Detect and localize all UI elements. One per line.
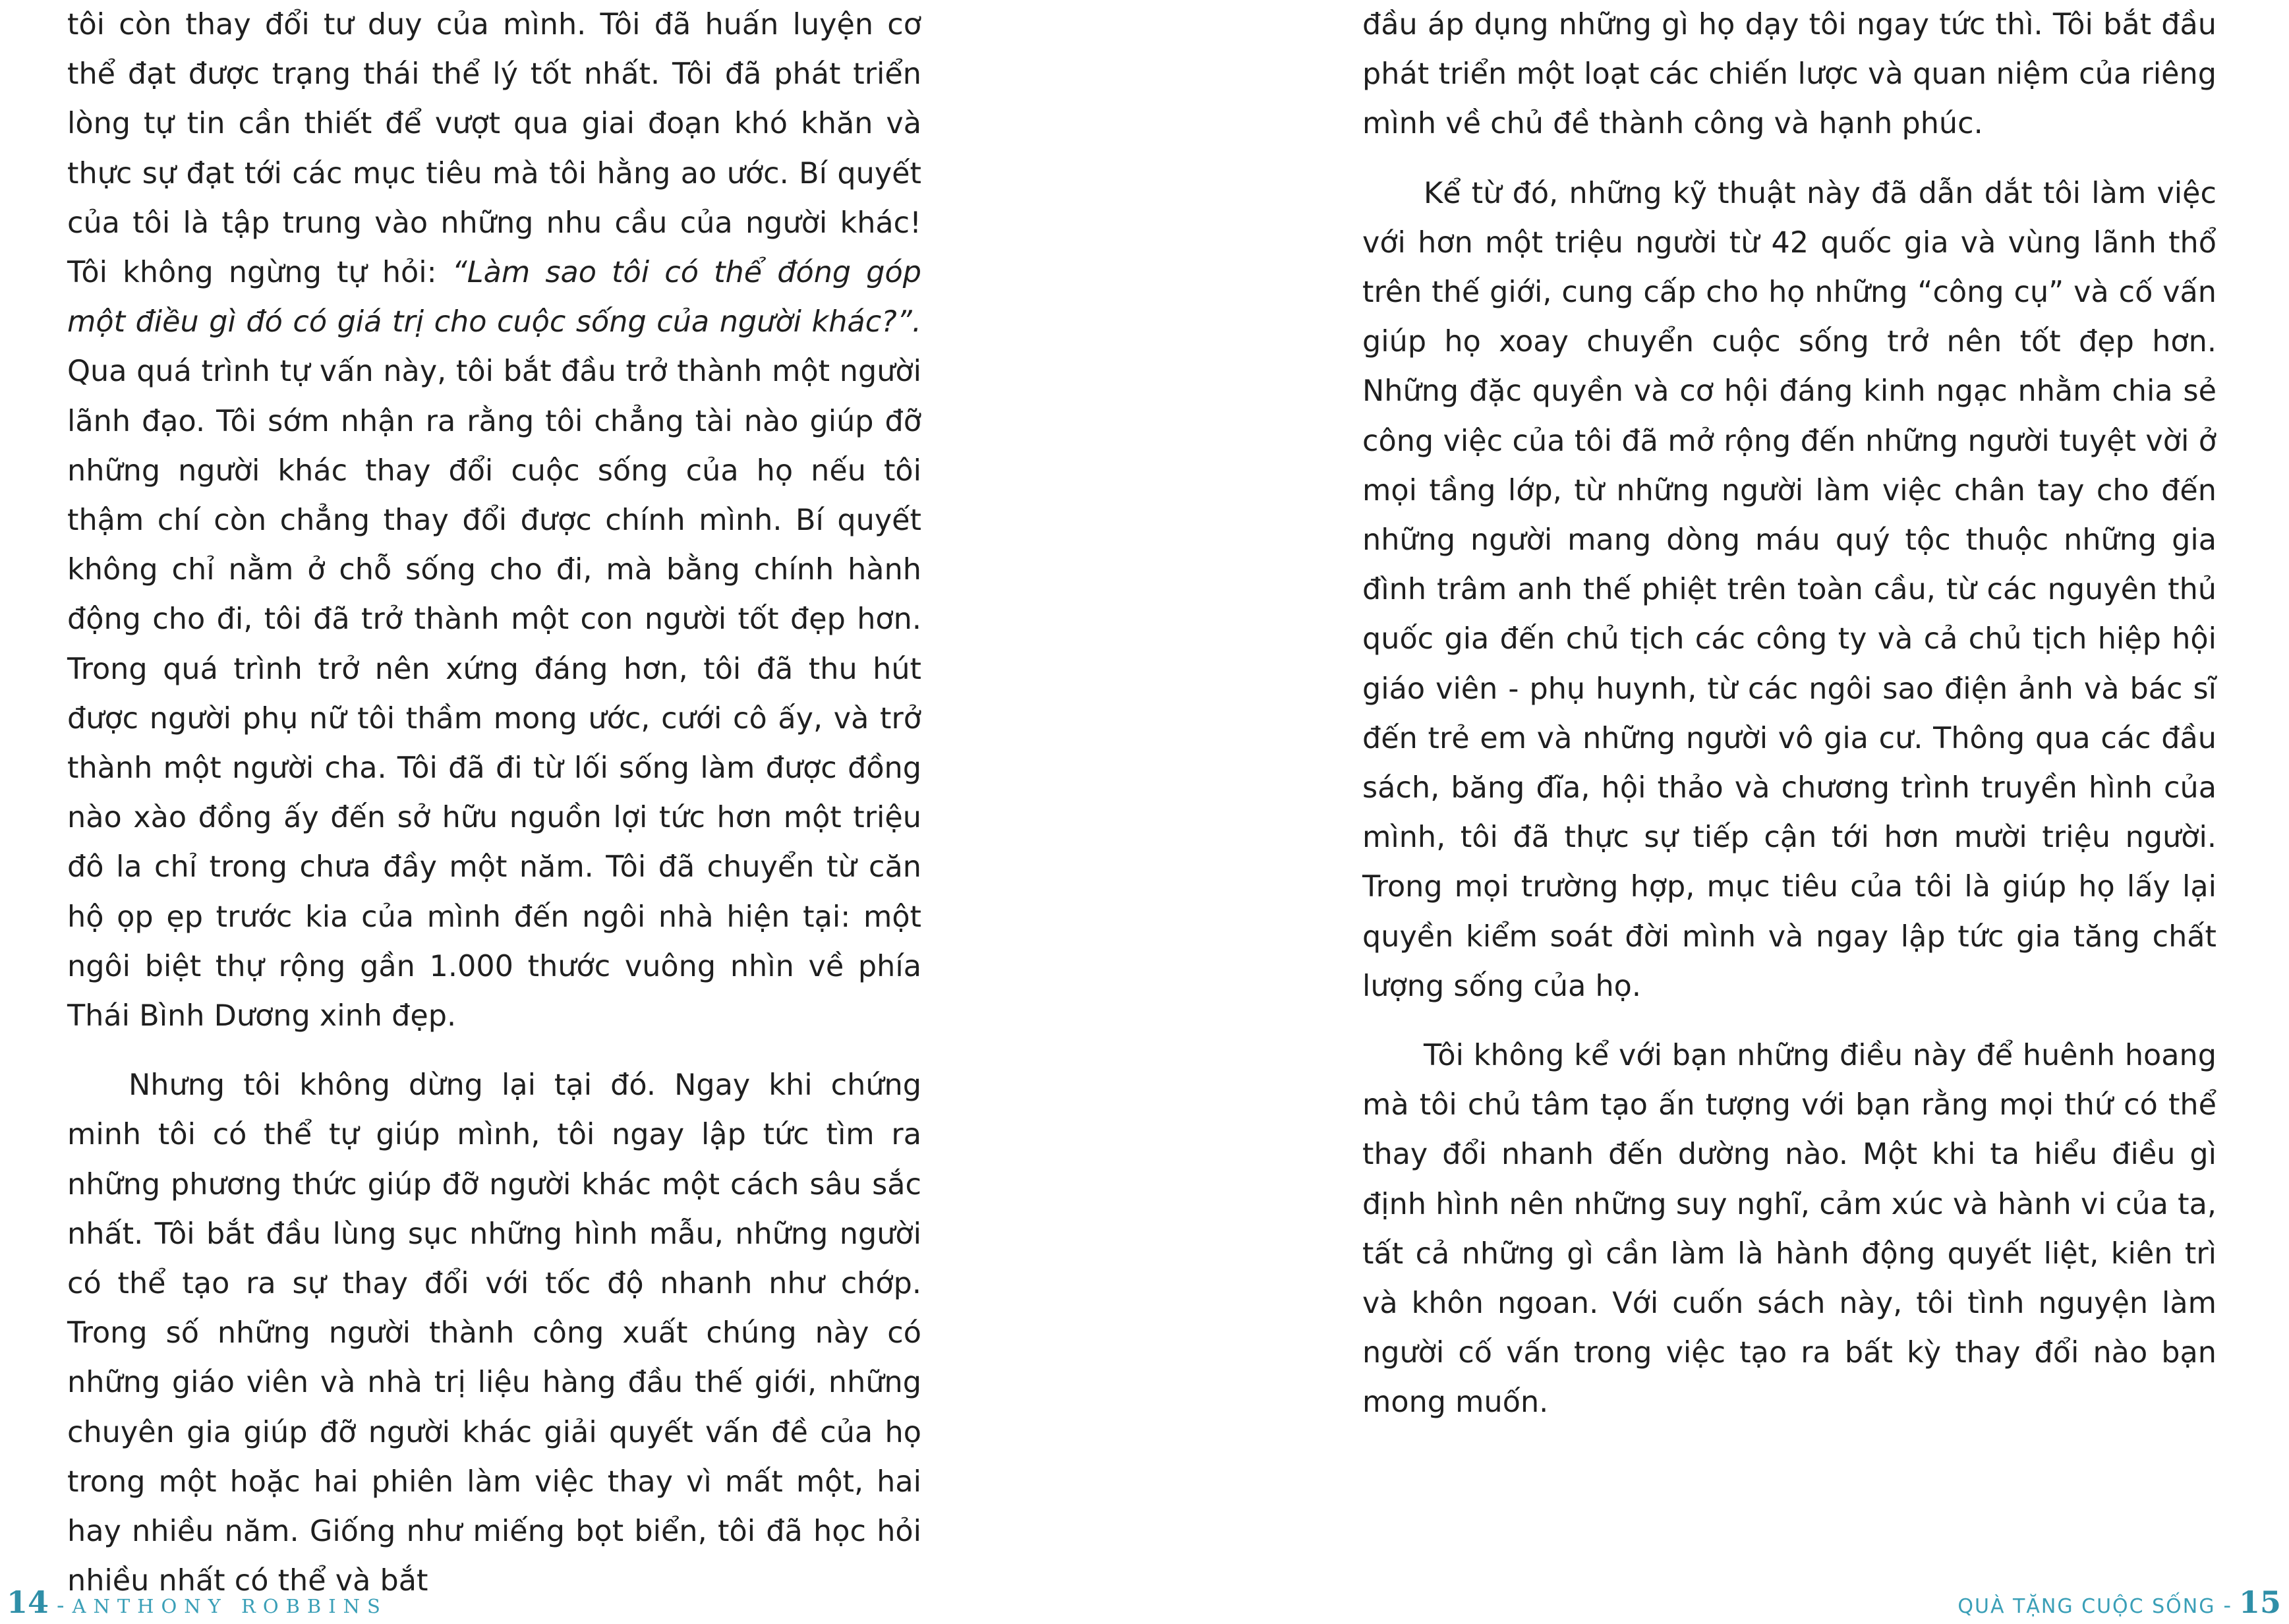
footer-separator: -: [57, 1592, 65, 1619]
right-page-footer: [1957, 1584, 2281, 1624]
left-page-body: [67, 0, 921, 1606]
paragraph-text: tôi còn thay đổi tư duy của mình. Tôi đã huấn luyện cơ thể đạt được trạng thái thể lý tốt nhất. Tôi đã phát triển lòng tự tin cần thiết để vượt qua giai đoạn khó khăn và thực sự đạt tới các mục tiêu mà tôi hằng ao ước. Bí quyết của tôi là tập trung vào những nhu cầu của người khác! Tôi không ngừng tự hỏi:: [67, 8, 921, 290]
italic-quote: “Làm sao tôi có thể đóng góp một điều gì đó có giá trị cho cuộc sống của người khác?”.: [67, 256, 921, 339]
paragraph: [67, 0, 921, 1041]
page-number: 15: [2238, 1584, 2281, 1620]
left-page-footer: [7, 1584, 388, 1624]
paragraph: đầu áp dụng những gì họ dạy tôi ngay tức thì. Tôi bắt đầu phát triển một loạt các chiến lược và quan niệm của riêng mình về chủ đề thành công và hạnh phúc.: [1362, 8, 2217, 141]
author-name: ANTHONY ROBBINS: [72, 1595, 388, 1617]
book-title: QUÀ TẶNG CUỘC SỐNG: [1957, 1595, 2216, 1618]
page-number: 14: [7, 1584, 49, 1620]
right-page-body: [1362, 0, 2217, 1428]
paragraph: Tôi không kể với bạn những điều này để huênh hoang mà tôi chủ tâm tạo ấn tượng với bạn rằng mọi thứ có thể thay đổi nhanh đến dường nào. Một khi ta hiểu điều gì định hình nên những suy nghĩ, cảm xúc và hành vi của ta, tất cả những gì cần làm là hành động quyết liệt, kiên trì và khôn ngoan. Với cuốn sách này, tôi tình nguyện làm người cố vấn trong việc tạo ra bất kỳ thay đổi nào bạn mong muốn.: [1362, 1039, 2217, 1420]
paragraph: Nhưng tôi không dừng lại tại đó. Ngay khi chứng minh tôi có thể tự giúp mình, tôi ngay lập tức tìm ra những phương thức giúp đỡ người khác một cách sâu sắc nhất. Tôi bắt đầu lùng sục những hình mẫu, những người có thể tạo ra sự thay đổi với tốc độ nhanh như chớp. Trong số những người thành công xuất chúng này có những giáo viên và nhà trị liệu hàng đầu thế giới, những chuyên gia giúp đỡ người khác giải quyết vấn đề của họ trong một hoặc hai phiên làm việc thay vì mất một, hai hay nhiều năm. Giống như miếng bọt biển, tôi đã học hỏi nhiều nhất có thể và bắt: [67, 1068, 921, 1598]
paragraph: Kể từ đó, những kỹ thuật này đã dẫn dắt tôi làm việc với hơn một triệu người từ 42 quốc gia và vùng lãnh thổ trên thế giới, cung cấp cho họ những “công cụ” và cố vấn giúp họ xoay chuyển cuộc sống trở nên tốt đẹp hơn. Những đặc quyền và cơ hội đáng kinh ngạc nhằm chia sẻ công việc của tôi đã mở rộng đến những người tuyệt vời ở mọi tầng lớp, từ những người làm việc chân tay cho đến những người mang dòng máu quý tộc thuộc những gia đình trâm anh thế phiệt trên toàn cầu, từ các nguyên thủ quốc gia đến chủ tịch các công ty và cả chủ tịch hiệp hội giáo viên - phụ huynh, từ các ngôi sao điện ảnh và bác sĩ đến trẻ em và những người vô gia cư. Thông qua các đầu sách, băng đĩa, hội thảo và chương trình truyền hình của mình, tôi đã thực sự tiếp cận tới hơn mười triệu người. Trong mọi trường hợp, mục tiêu của tôi là giúp họ lấy lại quyền kiểm soát đời mình và ngay lập tức gia tăng chất lượng sống của họ.: [1362, 176, 2217, 1003]
footer-separator: -: [2223, 1592, 2231, 1619]
paragraph-text: Qua quá trình tự vấn này, tôi bắt đầu trở thành một người lãnh đạo. Tôi sớm nhận ra rằng tôi chẳng tài nào giúp đỡ những người khác thay đổi cuộc sống của họ nếu tôi thậm chí còn chẳng thay đổi được chính mình. Bí quyết không chỉ nằm ở chỗ sống cho đi, mà bằng chính hành động cho đi, tôi đã trở thành một con người tốt đẹp hơn. Trong quá trình trở nên xứng đáng hơn, tôi đã thu hút được người phụ nữ tôi thầm mong ước, cưới cô ấy, và trở thành một người cha. Tôi đã đi từ lối sống làm được đồng nào xào đồng ấy đến sở hữu nguồn lợi tức hơn một triệu đô la chỉ trong chưa đầy một năm. Tôi đã chuyển từ căn hộ ọp ẹp trước kia của mình đến ngôi nhà hiện tại: một ngôi biệt thự rộng gần 1.000 thước vuông nhìn về phía Thái Bình Dương xinh đẹp.: [67, 355, 921, 1033]
